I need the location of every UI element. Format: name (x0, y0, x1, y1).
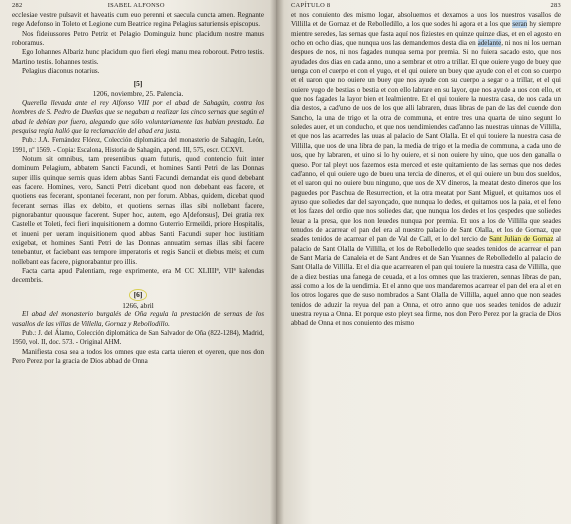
text-run: et nos conuiento des mismo logar, absoluemos et dexamos a uos los nuestros vasallos de Villilla et de Gornaz et de Rebolledillo, a los que sodes hi agora et a los que (291, 11, 561, 29)
text-run: hy siempre mientre seredes, las sernas que fasta aquí nos fiziestes en quinze quinze dias, et en el agosto en ocho en ocho dias, que nunqua uos las demandemos desta dia en (291, 20, 561, 48)
body-text (291, 11, 561, 329)
right-page (277, 0, 571, 524)
page-number-right: 283 (550, 2, 561, 9)
document-date: 1266, abril (122, 300, 154, 310)
right-page-content (291, 2, 561, 329)
paragraph: Ego Iohannes Albariz hunc placidum quo fieri elegi manu mea roborout. Petro testis. Martino testis. Iohannes testis. (12, 48, 264, 66)
running-head-left: ISABEL ALFONSO (107, 2, 165, 9)
highlighted-text: Sant Julian de Gornaz (489, 235, 554, 244)
page-number-left: 282 (12, 2, 23, 9)
document-number (12, 289, 264, 301)
text-run: al palacio de Sant Olalla de Villilla, et los de Rebolledello que seades tenidos de acarrear el pan de Sant Maria de Canaleia et de Sant Andres et de San Yuannes de Rebolledello al palacio de Sant Olalla de Villilla. Et el dia que acarrearen el pan qui touiere la nuestra casa de Villilla, que de a diez bestias una fanega de ceuada, et a los omnes que las traxieren, sennas libras de pan, assi como a los de la uendimia. Et el anno que uos mandaremos acarrear el pan del era al et en los otros logares que de suso nombrados a Sant Olalla de Villilla, aquel anno que non seades tenidos de aduzir la reyua del pan a Onna, et otro anno que uos seades tenidos de aduzir uuestra reyua a Onna. Et porque esto pleyt sea firme, nos don Pero Perez por la gracia de Dios abbad de Onna et nos conuiento des mismo (291, 235, 561, 328)
left-running-header (12, 2, 264, 11)
paragraph: ecclesiae vestre pulsavit et haveatis cum euo perenni et saecula cuncta amen. Regnante rege Adefonso in Toleto et Legione cum Beatrice regina Pelagius saturiensis episcopus. (12, 11, 264, 29)
paragraph: Manifiesta cosa sea a todos los omnes que esta carta uieren et oyeren, que nos don Pero Perez por la gracia de Dios abbad de Onna (12, 347, 264, 365)
document-source: Pub.: J. del Álamo, Colección diplomática de San Salvador de Oña (822-1284), Madrid, 1950, vol. II, doc. 573. - Original AHM. (12, 329, 264, 347)
highlighted-document-number: [6] (129, 289, 148, 301)
left-page-content (12, 2, 264, 366)
document-source: Pub.: J.A. Fernández Flórez, Colección diplomática del monasterio de Sahagún, León, 1991, nº 1569. - Copia: Escalona, Historia de Sahagún, apend. III, 575, escr. CCXVI. (12, 137, 264, 154)
highlighted-text: seran (512, 20, 528, 29)
paragraph: Nos fideiussores Petro Petriz et Pelagio Dominguiz hunc placidum nostre manus roboramus. (12, 29, 264, 48)
document-summary: El abad del monasterio burgalés de Oña regula la prestación de sernas de los vasallos de las villas de Villella, Gornaz y Rebollodillo. (12, 310, 264, 328)
right-running-header (291, 2, 561, 11)
document-number: [5] (133, 79, 143, 89)
paragraph: Notum sit omnibus, tam presentibus quam futuris, quod contencio fuit inter dominum Pelagium, abbatem Sancti Facundi, et homines Santi Petri de las Donnas super illis quinque sernis quas idem abbas Santi Facundi demandat eis quod debebant eas facere. Homines, vero, Sancti Petri dicebant quod non debebant eas facere, et quotiens eas fecerant, spontanei fecerant, non per forum. Abbas, quidem, dicebat quod fecerant sernas illas ex debito, et quotiens sernas illas sibi nollebant facere, pignorabantur quousque facerent. Super hoc, autem, ego A[defonsus], Dei gratia rex Castelle et Toleti, feci fieri inquisitionem a domno Guterrio Ermeildi, priore Hospitalis, et inueni per ueram inquisitionem quod abbas Santi Facundi super hoc iustitiam exigebat, et homines Santi Petri de las Donnas annuatim sernas illas sibi facere tenebantur, et faciebant eas tempore imperatoris et regis Sancii et diebus meis; et cum nollebant eas facere, pignorabantur pro illis. (12, 154, 264, 266)
paragraph: Pelagius diaconus notarius. (22, 67, 100, 76)
highlighted-text: adelante (477, 39, 502, 48)
document-date: 1206, noviembre, 25. Palencia. (92, 89, 184, 99)
document-summary: Querella llevada ante el rey Alfonso VIII por el abad de Sahagún, contra los hombres de S. Pedro de Dueñas que se negaban a realizar las cinco sernas que según el abad le debían por fuero, alegando que sólo voluntariamente las habían prestado. La pesquisa regia halló que la reclamación del abad era justa. (12, 98, 264, 135)
running-head-right: CAPÍTULO 8 (291, 2, 331, 9)
paragraph: Facta carta apud Palentiam, rege exprimente, era M CC XLIIIIª, VIIª kalendas decembris. (12, 267, 264, 285)
text-run: , ni nos ni los uernan despues de nos, ni nos fagades nunqua serna por premia. Si no fuiera sacado esto, que nos ayudades dos dias en cada anno, uno a sembrar et otro a trillar. El que ouiere yugo de buey que uenga con el cuerpo et con el yugo, et el qui ouiere un buey que ayude con el et con so cuerpo et el uaron que no ouiere un buey que nos ayude con su cuerpo a segar o a trillar, et el qui ouiere yugo de bestias o bestia et con ello labrare en su layor, que nos ayude a uos con ello, et que nos fagades la layor bien et lealmientre. Et el qui touiere la nuestra casa, de uos cada un dia destos, a cad'uno de uos de los que alli labraren, duas libras de pan de las del cuende don Sancho, la una de trigo et la otra de communa, et entre tres una quarta de uino segunt lo soledes auer, et un conducho, et que nos uendimiendes cad'anno las nuestras uinnas de Villilla, et que nos las acarredes las uuas al palacio de Sant Olalla. Et el qui touiere la nuestra casa de Villilla, que uos de una libra de pan, la media de trigo et la media de communa, a cada uno de uos, que hy labraren, et uino si lo hy ouiere, et si non ouiere hy uino, que uos den ganalla o queso. Por tal pleyt uos fazemos esta merced et este quitamiento de las sernas que nos dedes cad'anno, el qui ouiere ugo de bueu una tercia de dineros, et el qui ouiere un buu dos sueldos, et el uaron qui no ouiere buu ninguno, que uos de XV dineros, la meatat desto dineros que los paguedes por Paschua de Resurrection, et la otra meatat por Sant Miguel, et quitamos uos el ayuso que soliedes dar del sayonçado, que nunqua lo dedes, et quitamos uos la paia, et el feno et los fazes del ordio que nos soliedes dar, que nunqua los dedes et los çespedes que soliedes leuar a la presa, que los non leuedes nunqua por premia. Et uos a los de Villilla que seades tenudos de acarrear el pan del era al nuestro palacio de Sant Olalla, et los de Gornaz, que seades tenidos de acarrear el pan de Val de Call, et lo del tercio de (291, 39, 562, 244)
left-page (0, 0, 276, 524)
book-gutter (270, 0, 284, 524)
